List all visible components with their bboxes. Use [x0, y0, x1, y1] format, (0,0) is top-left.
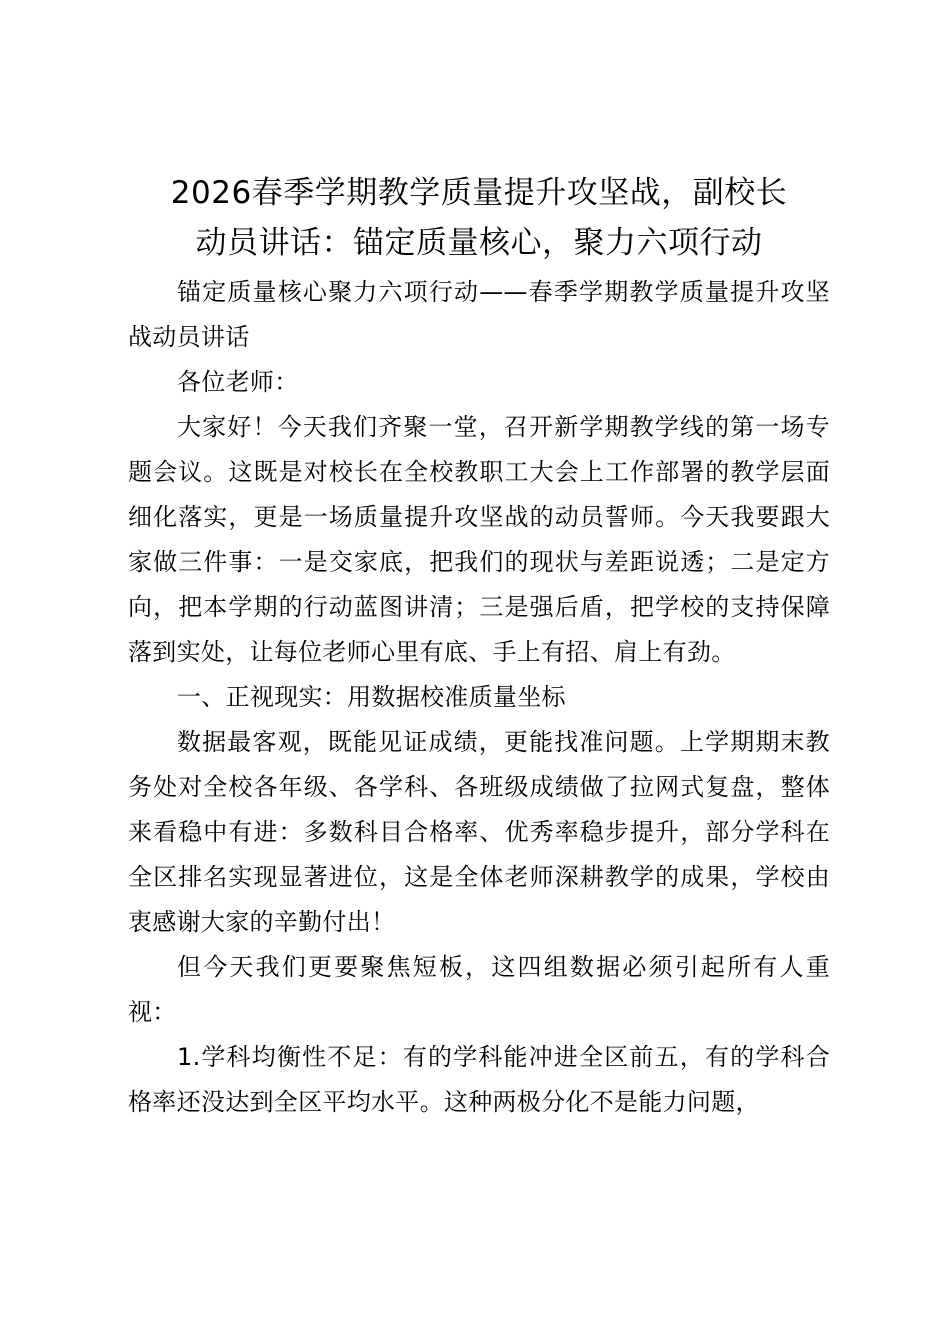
salutation: 各位老师：: [177, 368, 299, 396]
title-line-1: 2026春季学期教学质量提升攻坚战，副校长: [170, 175, 788, 211]
body-paragraph: 大家好！今天我们齐聚一堂，召开新学期教学线的第一场专题会议。这既是对校长在全校教职工大会上工作部署的教学层面细化落实，更是一场质量提升攻坚战的动员誓师。今天我要跟大家做三件事：一是交家底，把我们的现状与差距说透；二是定方向，把本学期的行动蓝图讲清；三是强后盾，把学校的支持保障落到实处，让每位老师心里有底、手上有招、肩上有劲。: [128, 413, 830, 666]
title-line-2: 动员讲话：锚定质量核心，聚力六项行动: [195, 225, 763, 261]
subtitle-paragraph: 锚定质量核心聚力六项行动——春季学期教学质量提升攻坚战动员讲话: [128, 278, 830, 351]
list-item-paragraph: 1.学科均衡性不足：有的学科能冲进全区前五，有的学科合格率还没达到全区平均水平。这种两极分化不是能力问题，: [128, 1043, 830, 1116]
body-paragraph: 数据最客观，既能见证成绩，更能找准问题。上学期期末教务处对全校各年级、各学科、各班级成绩做了拉网式复盘，整体来看稳中有进：多数科目合格率、优秀率稳步提升，部分学科在全区排名实现显著进位，这是全体老师深耕教学的成果，学校由衷感谢大家的辛勤付出！: [128, 728, 830, 936]
body-paragraph: 但今天我们更要聚焦短板，这四组数据必须引起所有人重视：: [128, 953, 830, 1026]
document-title: [128, 168, 830, 268]
section-heading: 一、正视现实：用数据校准质量坐标: [177, 683, 566, 711]
